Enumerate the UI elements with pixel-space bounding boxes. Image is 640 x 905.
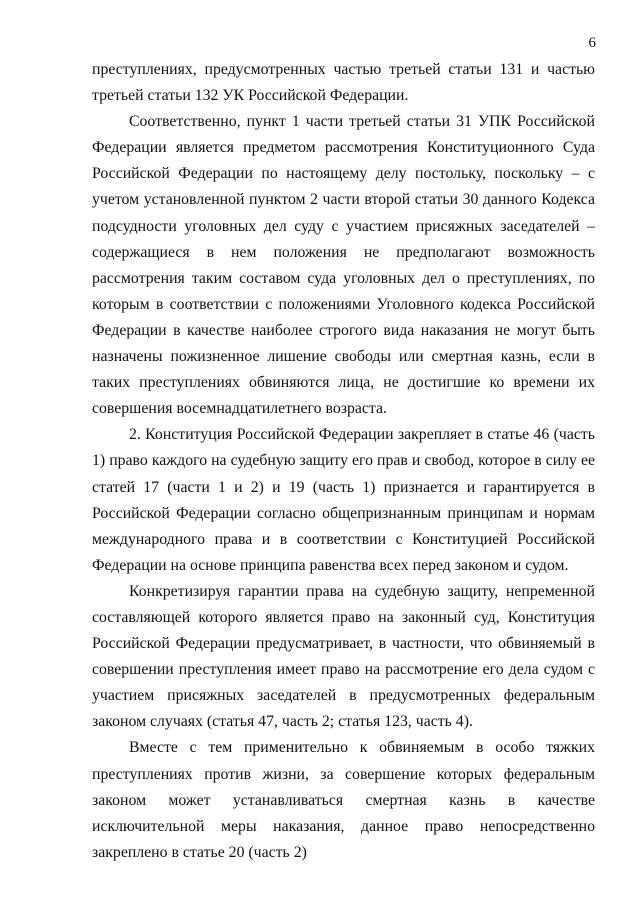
page-number: 6 (588, 35, 596, 51)
text-line: пожизненное лишение свободы или смертная казнь, если в таких (92, 348, 596, 392)
text-line: преступлениях обвиняются лица, не достигшие ко времени их совершения (92, 374, 595, 418)
text-line: третьей статьи 132 УК Российской Федерации. (92, 87, 409, 105)
paragraph-right-to-lawful-court (92, 579, 595, 736)
text-line: 2. Конституция Российской Федерации закрепляет в статье 46 (часть 1) (92, 426, 595, 470)
text-line: может устанавливаться смертная казнь в качестве исключительной меры (92, 791, 596, 835)
text-line: Конкретизируя гарантии права на судебную защиту, непременной (129, 582, 595, 600)
text-line: таким составом суда уголовных дел о преступлениях, по которым в (92, 269, 596, 313)
text-line: право каждого на судебную защиту его прав и свобод, которое в силу ее (109, 452, 595, 470)
paragraph-grave-crimes (92, 735, 595, 865)
text-line: Федерации на основе принципа равенства всех перед законом и судом. (92, 556, 569, 574)
text-line: Вместе с тем применительно к обвиняемым в особо тяжких (129, 739, 595, 757)
text-line: международного права и в соответствии с Конституцией Российской (92, 530, 595, 548)
text-line: Российской Федерации согласно общепризнанным принципам и нормам (92, 504, 595, 522)
text-line: соответствии с положениями Уголовного кодекса Российской Федерации в (92, 295, 596, 339)
text-line: Федерации является предметом рассмотрения Конституционного Суда (92, 139, 595, 157)
text-line: подсудности уголовных дел суду с участием присяжных заседателей – (92, 217, 595, 235)
text-line: совершении преступления имеет право на рассмотрение его дела судом с (92, 661, 595, 679)
paragraph-subject-of-review (92, 109, 595, 422)
text-line: качестве наиболее строгого вида наказания не могут быть назначены (92, 321, 595, 366)
paragraph-constitution-article-46 (92, 422, 595, 579)
text-line: преступлениях, предусмотренных частью третьей статьи 131 и частью (92, 61, 595, 78)
text-line: Соответственно, пункт 1 части третьей статьи 31 УПК Российской (129, 113, 595, 131)
text-line: Российской Федерации по настоящему делу постольку, поскольку – с учетом (92, 165, 595, 209)
document-body (92, 57, 595, 866)
text-line: составляющей которого является право на законный суд, Конституция (92, 608, 595, 626)
text-line: установленной пунктом 2 части второй статьи 30 данного Кодекса (143, 191, 595, 209)
text-line: случаях (статья 47, часть 2; статья 123, часть 4). (150, 713, 473, 731)
text-line: содержащиеся в нем положения не предполагают возможность рассмотрения (92, 243, 595, 287)
text-line: Российской Федерации предусматривает, в частности, что обвиняемый в (92, 635, 595, 653)
text-line: преступлениях против жизни, за совершение которых федеральным законом (92, 765, 595, 809)
text-line: статей 17 (части 1 и 2) и 19 (часть 1) признается и гарантируется в (92, 478, 595, 496)
text-line: восемнадцатилетнего возраста. (176, 400, 387, 418)
text-line: участием присяжных заседателей в предусмотренных федеральным законом (92, 687, 595, 731)
text-line: наказания, данное право непосредственно закреплено в статье 20 (часть 2) (92, 817, 595, 861)
paragraph-continuation (92, 57, 595, 109)
